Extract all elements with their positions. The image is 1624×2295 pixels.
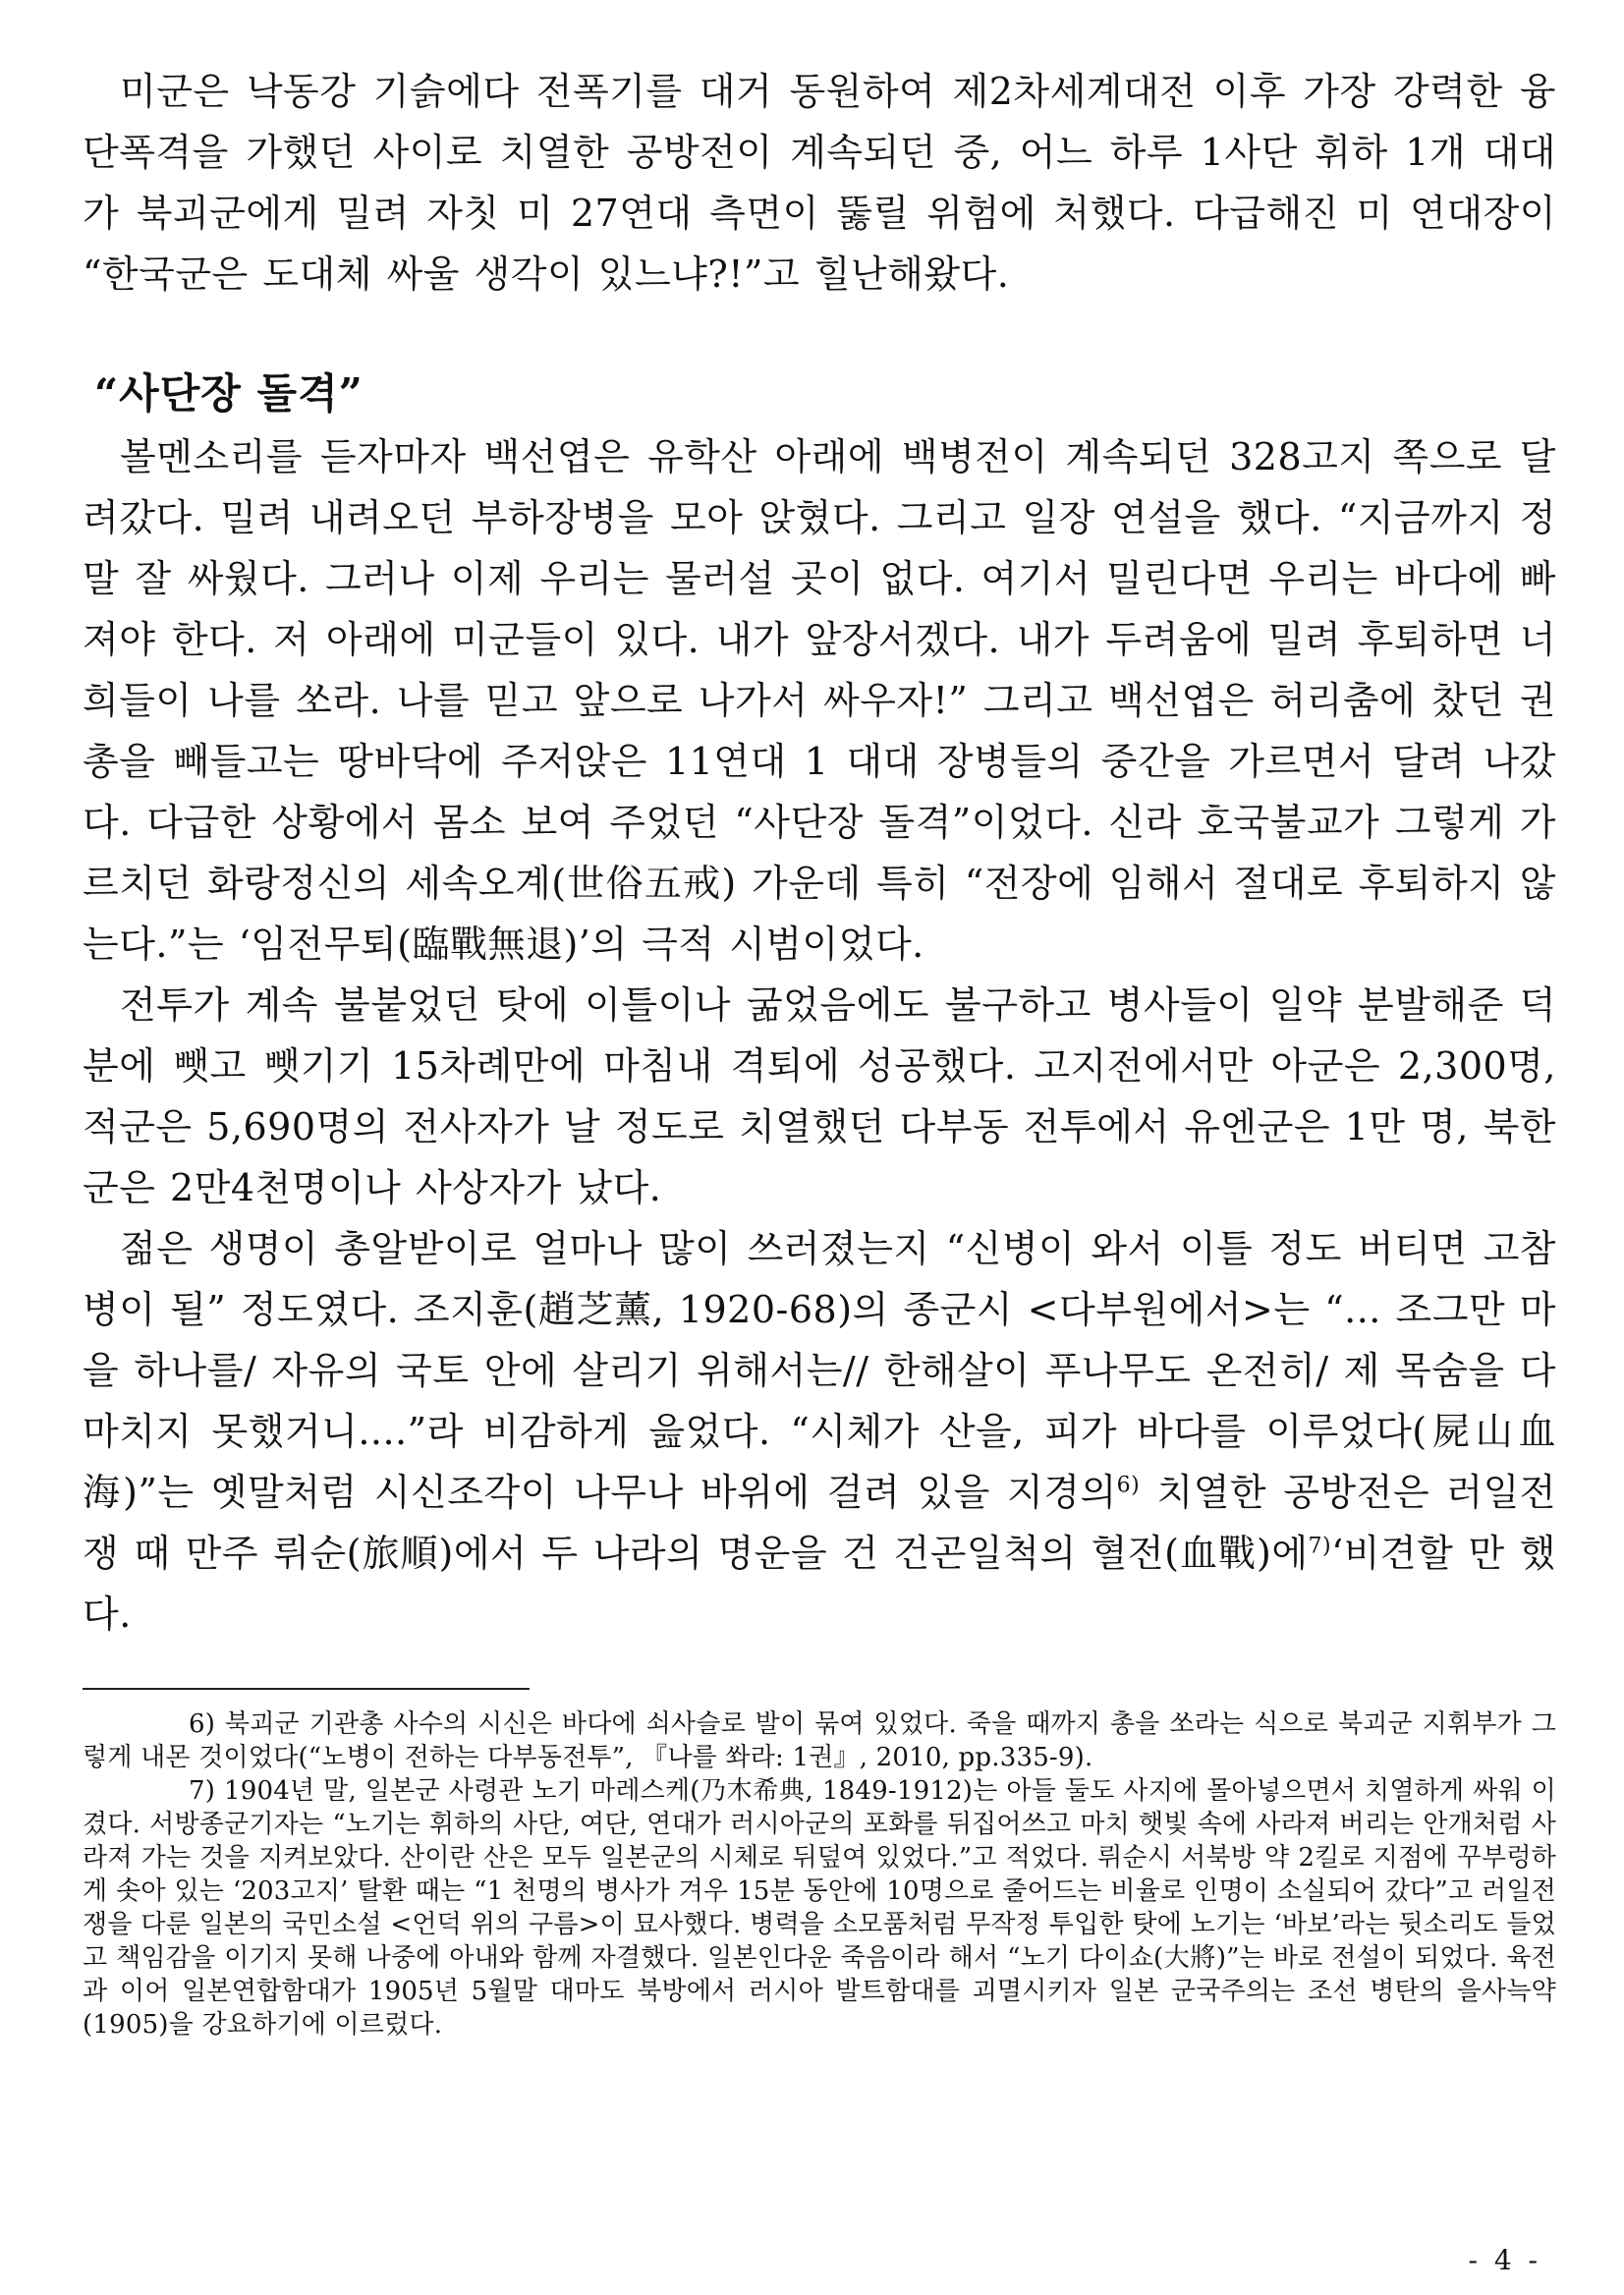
page-number: - 4 -	[1468, 2244, 1541, 2276]
footnote-divider	[83, 1688, 530, 1690]
footnote-6: 6) 북괴군 기관총 사수의 시신은 바다에 쇠사슬로 발이 묶여 있었다. 죽을 때까지 총을 쏘라는 식으로 북괴군 지휘부가 그렇게 내몬 것이었다(“노병이 전하는 다부동전투”, 『나를 쏴라: 1권』, 2010, pp.335-9).	[83, 1709, 1556, 1772]
footnote-ref-7[interactable]: 7)	[1308, 1534, 1332, 1559]
section-heading: “사단장 돌격”	[94, 369, 364, 418]
paragraph-4-text-a: 젊은 생명이 총알받이로 얼마나 많이 쓰러졌는지 “신병이 와서 이틀 정도 버티면 고참병이 될” 정도였다. 조지훈(趙芝薰, 1920-68)의 종군시 <다부원에서>는 “... 조그만 마을 하나를/ 자유의 국토 안에 살리기 위해서는// 한해살이 푸나무도 온전히/ 제 목숨을 다 마치지 못했거니....”라 비감하게 읊었다. “시체가 산을, 피가 바다를 이루었다(屍山血海)”는 옛말처럼 시신조각이 나무나 바위에 걸려 있을 지경의	[83, 1227, 1556, 1514]
paragraph-4-text-c: ‘비견할 만 했다.	[83, 1532, 1556, 1636]
footnote-7: 7) 1904년 말, 일본군 사령관 노기 마레스케(乃木希典, 1849-1912)는 아들 둘도 사지에 몰아넣으면서 치열하게 싸워 이겼다. 서방종군기자는 “노기는 휘하의 사단, 여단, 연대가 러시아군의 포화를 뒤집어쓰고 마치 햇빛 속에 사라져 버리는 안개처럼 사라져 가는 것을 지켜보았다. 산이란 산은 모두 일본군의 시체로 뒤덮여 있었다.”고 적었다. 뤼순시 서북방 약 2킬로 지점에 꾸부렁하게 솟아 있는 ‘203고지’ 탈환 때는 “1 천명의 병사가 겨우 15분 동안에 10명으로 줄어드는 비율로 인명이 소실되어 갔다”고 러일전쟁을 다룬 일본의 국민소설 <언덕 위의 구름>이 묘사했다. 병력을 소모품처럼 무작정 투입한 탓에 노기는 ‘바보’라는 뒷소리도 들었고 책임감을 이기지 못해 나중에 아내와 함께 자결했다. 일본인다운 죽음이라 해서 “노기 다이쇼(大將)”는 바로 전설이 되었다. 육전과 이어 일본연합함대가 1905년 5월말 대마도 북방에서 러시아 발트함대를 괴멸시키자 일본 군국주의는 조선 병탄의 을사늑약(1905)을 강요하기에 이르렀다.	[83, 1776, 1557, 2040]
document-page	[83, 61, 1556, 2042]
body-paragraph-3: 전투가 계속 불붙었던 탓에 이틀이나 굶었음에도 불구하고 병사들이 일약 분발해준 덕분에 뺏고 뺏기기 15차례만에 마침내 격퇴에 성공했다. 고지전에서만 아군은 2,300명, 적군은 5,690명의 전사자가 날 정도로 치열했던 다부동 전투에서 유엔군은 1만 명, 북한군은 2만4천명이나 사상자가 났다.	[83, 983, 1556, 1209]
body-paragraph-4	[83, 1218, 1556, 1645]
paragraph-4-text-b: 치열한 공방전은 러일전쟁 때 만주 뤼순(旅順)에서 두 나라의 명운을 건 건곤일척의 혈전(血戰)에	[83, 1471, 1556, 1575]
body-paragraph-2: 볼멘소리를 듣자마자 백선엽은 유학산 아래에 백병전이 계속되던 328고지 쪽으로 달려갔다. 밀려 내려오던 부하장병을 모아 앉혔다. 그리고 일장 연설을 했다. “지금까지 정말 잘 싸웠다. 그러나 이제 우리는 물러설 곳이 없다. 여기서 밀린다면 우리는 바다에 빠져야 한다. 저 아래에 미군들이 있다. 내가 앞장서겠다. 내가 두려움에 밀려 후퇴하면 너희들이 나를 쏘라. 나를 믿고 앞으로 나가서 싸우자!” 그리고 백선엽은 허리춤에 찼던 권총을 빼들고는 땅바닥에 주저앉은 11연대 1 대대 장병들의 중간을 가르면서 달려 나갔다. 다급한 상황에서 몸소 보여 주었던 “사단장 돌격”이었다. 신라 호국불교가 그렇게 가르치던 화랑정신의 세속오계(世俗五戒) 가운데 특히 “전장에 임해서 절대로 후퇴하지 않는다.”는 ‘임전무퇴(臨戰無退)’의 극적 시범이었다.	[83, 435, 1556, 966]
body-paragraph-1: 미군은 낙동강 기슭에다 전폭기를 대거 동원하여 제2차세계대전 이후 가장 강력한 융단폭격을 가했던 사이로 치열한 공방전이 계속되던 중, 어느 하루 1사단 휘하 1개 대대가 북괴군에게 밀려 자칫 미 27연대 측면이 뚫릴 위험에 처했다. 다급해진 미 연대장이 “한국군은 도대체 싸울 생각이 있느냐?!”고 힐난해왔다.	[83, 70, 1556, 296]
footnote-ref-6[interactable]: 6)	[1116, 1473, 1141, 1498]
